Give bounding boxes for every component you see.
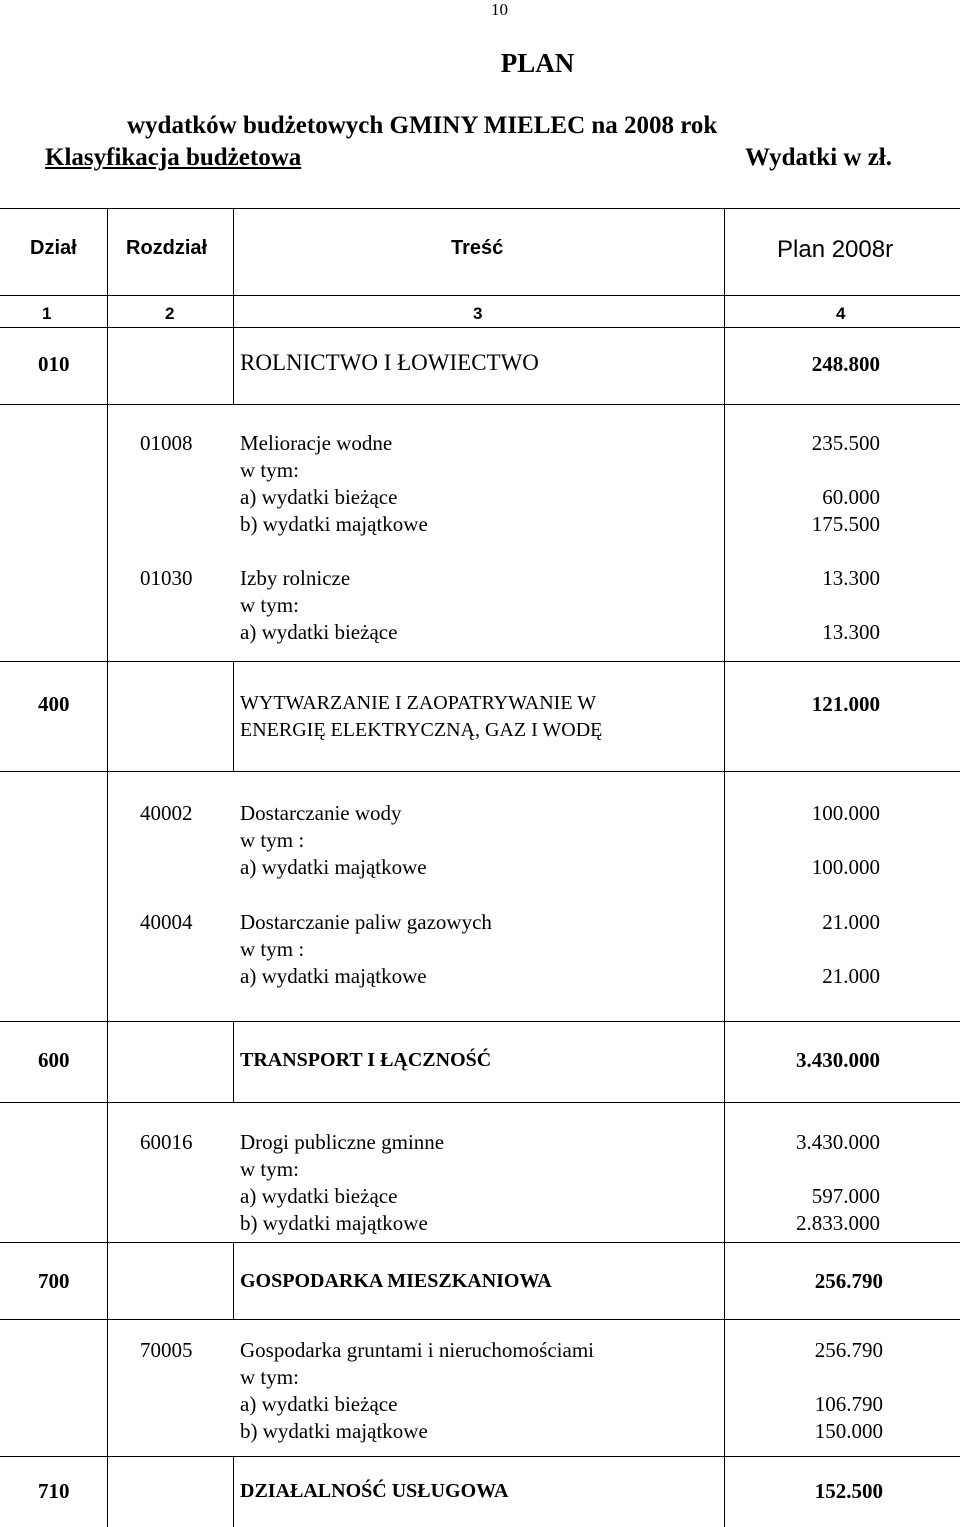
document-title: PLAN xyxy=(500,48,575,78)
section-title: DZIAŁALNOŚĆ USŁUGOWA xyxy=(240,1480,509,1502)
line-label: w tym: xyxy=(240,593,299,617)
rozdzial-code: 60016 xyxy=(140,1130,193,1154)
line-name: Melioracje wodne xyxy=(240,431,393,455)
section-title-line xyxy=(240,690,720,717)
amount xyxy=(812,827,880,854)
rozdzial-lines xyxy=(240,800,427,881)
section-amount: 248.800 xyxy=(811,352,880,376)
line-name: Drogi publiczne gminne xyxy=(240,1130,445,1154)
budget-table xyxy=(0,208,960,1527)
rozdzial-code: 40002 xyxy=(140,801,193,825)
col-header-dzial: Dział xyxy=(30,237,77,259)
rozdzial-lines xyxy=(240,1129,444,1237)
line-capital: a) wydatki majątkowe xyxy=(240,855,427,879)
line-label: w tym: xyxy=(240,1157,299,1181)
section-title: ROLNICTWO I ŁOWIECTWO xyxy=(240,350,539,375)
rozdzial-code: 70005 xyxy=(140,1338,193,1362)
col-number: 2 xyxy=(165,304,175,323)
line-current: a) wydatki bieżące xyxy=(240,1184,398,1208)
subsections-700 xyxy=(0,1320,960,1457)
section-row-010 xyxy=(0,328,960,405)
subsections-010 xyxy=(0,405,960,662)
amount: 175.500 xyxy=(811,512,880,536)
amount xyxy=(812,457,880,484)
rozdzial-amounts xyxy=(815,1337,883,1445)
rozdzial-lines xyxy=(240,565,397,646)
section-row-710 xyxy=(0,1457,960,1527)
amount: 597.000 xyxy=(811,1184,880,1208)
rozdzial-code: 01030 xyxy=(140,566,193,590)
line-name: Izby rolnicze xyxy=(240,566,351,590)
line-name: Dostarczanie wody xyxy=(240,801,402,825)
document-subtitle: wydatków budżetowych GMINY MIELEC na 2008 rok xyxy=(127,112,718,139)
amount: 21.000 xyxy=(822,910,880,934)
page-number: 10 xyxy=(491,0,508,19)
col-header-rozdzial: Rozdział xyxy=(126,237,208,259)
section-title-text: WYTWARZANIE I ZAOPATRYWANIE W xyxy=(240,692,597,714)
line-current: a) wydatki bieżące xyxy=(240,620,398,644)
amount: 106.790 xyxy=(814,1392,883,1416)
rozdzial-amounts xyxy=(822,909,880,990)
amount: 13.300 xyxy=(822,620,880,644)
rozdzial-code: 01008 xyxy=(140,431,193,455)
amount: 21.000 xyxy=(822,964,880,988)
line-capital: b) wydatki majątkowe xyxy=(240,1419,428,1443)
section-row-600 xyxy=(0,1022,960,1103)
line-label: w tym: xyxy=(240,458,299,482)
col-header-tresc: Treść xyxy=(451,237,504,259)
line-name: Dostarczanie paliw gazowych xyxy=(240,910,492,934)
amount: 2.833.000 xyxy=(796,1211,880,1235)
amount xyxy=(822,592,880,619)
line-current: a) wydatki bieżące xyxy=(240,485,398,509)
line-capital: a) wydatki majątkowe xyxy=(240,964,427,988)
col-number: 1 xyxy=(42,304,52,323)
amount: 150.000 xyxy=(814,1419,883,1443)
dzial-code: 600 xyxy=(38,1048,70,1072)
amount: 13.300 xyxy=(822,566,880,590)
col-header-plan: Plan 2008r xyxy=(777,236,894,263)
rozdzial-amounts xyxy=(822,565,880,646)
section-title: TRANSPORT I ŁĄCZNOŚĆ xyxy=(240,1049,492,1071)
rozdzial-amounts xyxy=(812,430,880,538)
dzial-code: 710 xyxy=(38,1479,70,1503)
subsections-400 xyxy=(0,772,960,1022)
line-capital: b) wydatki majątkowe xyxy=(240,512,428,536)
amount xyxy=(815,1364,883,1391)
line-name: Gospodarka gruntami i nieruchomościami xyxy=(240,1338,594,1362)
line-current: a) wydatki bieżące xyxy=(240,1392,398,1416)
dzial-code: 400 xyxy=(38,692,70,716)
section-amount: 152.500 xyxy=(814,1479,883,1503)
rozdzial-lines xyxy=(240,1337,594,1445)
col-number: 4 xyxy=(836,304,846,323)
amount: 100.000 xyxy=(811,801,880,825)
line-label: w tym : xyxy=(240,937,305,961)
section-amount: 256.790 xyxy=(814,1269,883,1293)
dzial-code: 700 xyxy=(38,1269,70,1293)
column-number-row xyxy=(0,296,960,328)
section-title-line: ENERGIĘ ELEKTRYCZNĄ, GAZ I WODĘ xyxy=(240,719,603,741)
section-amount: 3.430.000 xyxy=(796,1048,880,1072)
expenses-heading: Wydatki w zł. xyxy=(745,144,892,171)
section-title: GOSPODARKA MIESZKANIOWA xyxy=(240,1270,552,1292)
table-header-row xyxy=(0,209,960,296)
amount xyxy=(796,1156,880,1183)
amount: 60.000 xyxy=(822,485,880,509)
section-row-400 xyxy=(0,662,960,772)
section-amount: 121.000 xyxy=(811,692,880,716)
line-capital: b) wydatki majątkowe xyxy=(240,1211,428,1235)
rozdzial-lines xyxy=(240,909,492,990)
rozdzial-amounts xyxy=(796,1129,880,1237)
subsections-600 xyxy=(0,1103,960,1243)
amount: 256.790 xyxy=(814,1338,883,1362)
section-title xyxy=(240,690,720,744)
col-number: 3 xyxy=(473,304,483,323)
dzial-code: 010 xyxy=(38,352,70,376)
classification-heading: Klasyfikacja budżetowa xyxy=(45,144,302,171)
amount: 235.500 xyxy=(811,431,880,455)
amount: 100.000 xyxy=(811,855,880,879)
amount xyxy=(822,936,880,963)
line-label: w tym: xyxy=(240,1365,299,1389)
rozdzial-amounts xyxy=(812,800,880,881)
section-row-700 xyxy=(0,1243,960,1320)
amount: 3.430.000 xyxy=(796,1130,880,1154)
rozdzial-code: 40004 xyxy=(140,910,193,934)
line-label: w tym : xyxy=(240,828,305,852)
rozdzial-lines xyxy=(240,430,428,538)
